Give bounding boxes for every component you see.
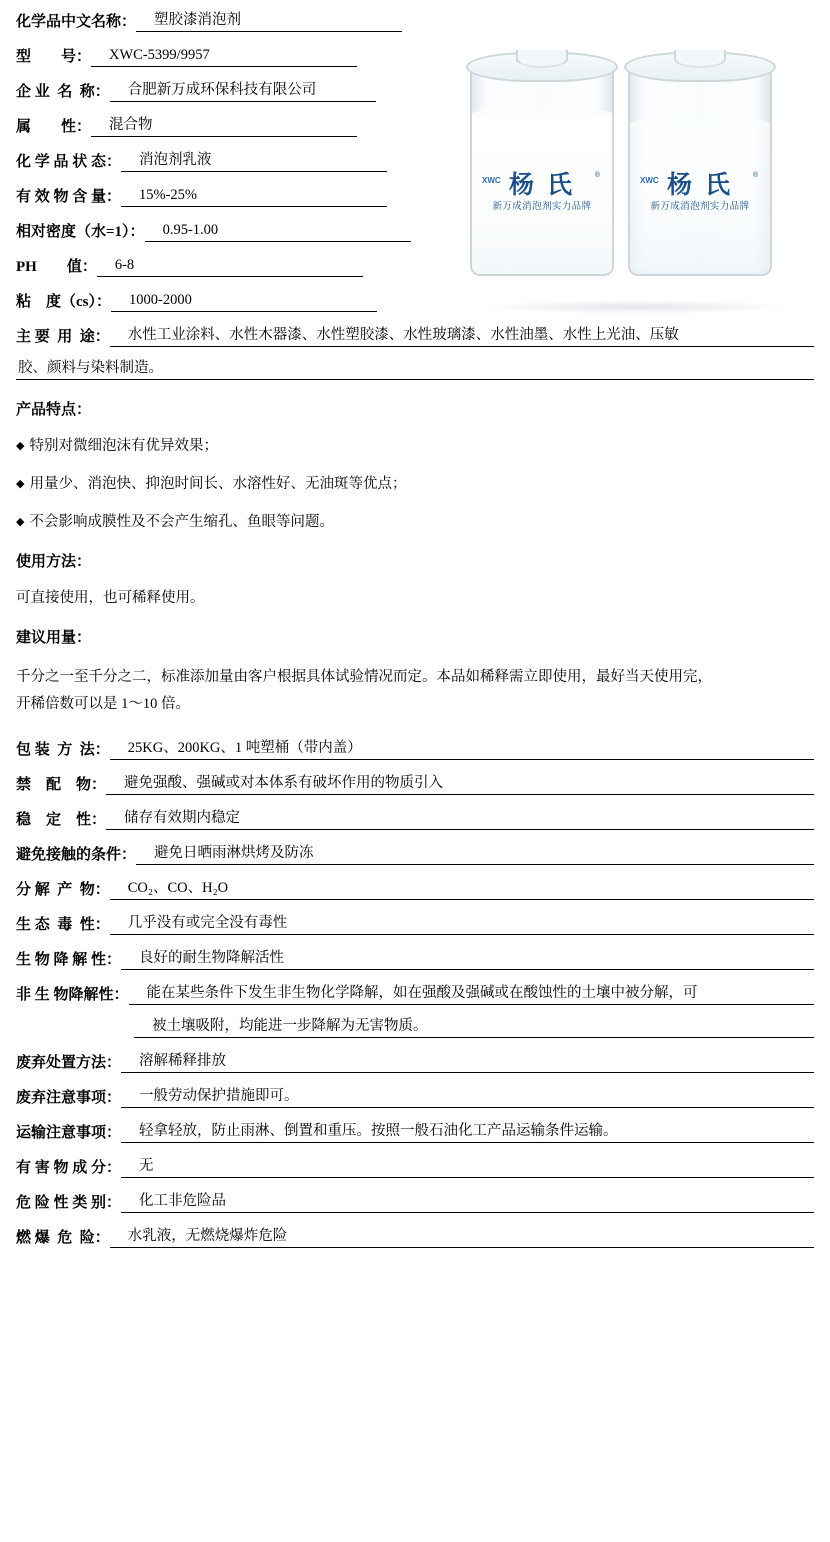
safety-row-disposal-notes	[16, 1086, 814, 1108]
safety-label: 废弃处置方法：	[16, 1055, 122, 1071]
spec-label: 主 要 用 途：	[16, 329, 110, 345]
spec-label: 有 效 物 含 量：	[16, 189, 122, 205]
safety-row-nonbio-line1	[16, 983, 814, 1005]
safety-label: 燃 爆 危 险：	[16, 1230, 110, 1246]
spec-row-active-content	[16, 185, 446, 207]
diamond-bullet-icon: ◆	[16, 440, 25, 452]
spec-row-company	[16, 80, 446, 102]
xwc-mark: XWC	[640, 176, 659, 185]
safety-row-ecotoxicity	[16, 913, 814, 935]
diamond-bullet-icon: ◆	[16, 478, 25, 490]
safety-value: 避免强酸、强碱或对本体系有破坏作用的物质引入	[106, 773, 814, 795]
spec-row-density	[16, 220, 446, 242]
spec-value: 1000-2000	[111, 290, 377, 312]
brand-name: 杨 氏	[509, 171, 575, 199]
safety-label: 生 态 毒 性：	[16, 917, 110, 933]
spec-value: 15%-25%	[121, 185, 387, 207]
safety-label: 避免接触的条件：	[16, 847, 137, 863]
safety-value: 25KG、200KG、1 吨塑桶（带内盖）	[110, 738, 814, 760]
safety-value: 溶解稀释排放	[121, 1051, 814, 1073]
spec-row-main-usage	[16, 325, 814, 380]
spec-row-model	[16, 45, 446, 67]
spec-label: 相对密度（水=1）：	[16, 224, 145, 240]
feature-text: 用量少、消泡快、抑泡时间长、水溶性好、无油斑等优点；	[29, 476, 407, 492]
dosage-title: 建议用量：	[16, 630, 92, 646]
spec-label: PH 值：	[16, 259, 97, 275]
spec-value: 0.95-1.00	[145, 220, 411, 242]
xwc-mark: XWC	[482, 176, 501, 185]
spec-row-property	[16, 115, 446, 137]
safety-row-nonbiodegradability	[16, 983, 814, 1038]
safety-value: 几乎没有或完全没有毒性	[110, 913, 814, 935]
method-title: 使用方法：	[16, 554, 92, 570]
safety-row-transport-notes	[16, 1121, 814, 1143]
spec-label: 型 号：	[16, 49, 92, 65]
diamond-bullet-icon: ◆	[16, 516, 25, 528]
spec-label: 粘 度（cs）：	[16, 294, 111, 310]
spec-value: XWC-5399/9957	[91, 45, 357, 67]
safety-value: 一般劳动保护措施即可。	[121, 1086, 814, 1108]
safety-value: 储存有效期内稳定	[106, 808, 814, 830]
safety-row-avoid-conditions	[16, 843, 814, 865]
safety-label: 包 装 方 法：	[16, 742, 110, 758]
safety-row-biodegradability	[16, 948, 814, 970]
spec-label: 化学品中文名称：	[16, 14, 137, 30]
safety-label: 分 解 产 物：	[16, 882, 110, 898]
spec-value-continued: 胶、颜料与染料制造。	[16, 358, 814, 380]
spec-row-ph	[16, 255, 446, 277]
dosage-text	[16, 664, 814, 718]
safety-label: 危 险 性 类 别：	[16, 1195, 122, 1211]
safety-label: 稳 定 性：	[16, 812, 107, 828]
spec-value: 塑胶漆消泡剂	[136, 10, 402, 32]
safety-label: 非 生 物降解性：	[16, 987, 129, 1003]
dosage-line1: 千分之一至千分之二，标准添加量由客户根据具体试验情况而定。本品如稀释需立即使用，最好当天使用完，	[16, 669, 712, 685]
safety-row-disposal-method	[16, 1051, 814, 1073]
safety-value: 良好的耐生物降解活性	[121, 948, 814, 970]
spec-row-viscosity	[16, 290, 446, 312]
safety-value: 化工非危险品	[121, 1191, 814, 1213]
spec-value: 消泡剂乳液	[121, 150, 387, 172]
spec-label: 企 业 名 称：	[16, 84, 110, 100]
safety-row-stability	[16, 808, 814, 830]
dosage-line2: 开稀倍数可以是 1～10 倍。	[16, 696, 190, 712]
safety-value: 水乳液，无燃烧爆炸危险	[110, 1226, 814, 1248]
safety-value: CO₂、CO、H₂O	[110, 878, 814, 900]
safety-label: 运输注意事项：	[16, 1125, 122, 1141]
spec-row-main-usage-line1	[16, 325, 814, 347]
brand-slogan: 新万成消泡剂实力品牌	[650, 201, 750, 212]
safety-value: 无	[121, 1156, 814, 1178]
safety-label: 废弃注意事项：	[16, 1090, 122, 1106]
safety-row-packing	[16, 738, 814, 760]
feature-text: 特别对微细泡沫有优异效果；	[29, 438, 218, 454]
registered-mark: ®	[594, 172, 600, 179]
safety-value: 避免日晒雨淋烘烤及防冻	[136, 843, 814, 865]
product-spec-block	[16, 10, 446, 312]
spec-label: 属 性：	[16, 119, 92, 135]
spec-value: 水性工业涂料、水性木器漆、水性塑胶漆、水性玻璃漆、水性油墨、水性上光油、压敏	[110, 325, 814, 347]
feature-item	[16, 474, 814, 494]
safety-row-incompatible	[16, 773, 814, 795]
spec-row-state	[16, 150, 446, 172]
safety-value-continued: 被土壤吸附，均能进一步降解为无害物质。	[134, 1016, 814, 1038]
feature-text: 不会影响成膜性及不会产生缩孔、鱼眼等问题。	[29, 514, 334, 530]
brand-slogan: 新万成消泡剂实力品牌	[492, 201, 592, 212]
spec-label: 化 学 品 状 态：	[16, 154, 122, 170]
safety-row-flammability	[16, 1226, 814, 1248]
spec-value: 合肥新万成环保科技有限公司	[110, 80, 376, 102]
spec-value: 混合物	[91, 115, 357, 137]
features-title: 产品特点：	[16, 402, 92, 418]
safety-row-hazard-class	[16, 1191, 814, 1213]
safety-label: 生 物 降 解 性：	[16, 952, 122, 968]
spec-row-chinese-name	[16, 10, 446, 32]
safety-row-decomposition	[16, 878, 814, 900]
safety-label: 有 害 物 成 分：	[16, 1160, 122, 1176]
spec-value: 6-8	[97, 255, 363, 277]
feature-item	[16, 512, 814, 532]
method-text: 可直接使用，也可稀释使用。	[16, 590, 205, 606]
safety-value: 轻拿轻放，防止雨淋、倒置和重压。按照一般石油化工产品运输条件运输。	[121, 1121, 814, 1143]
safety-row-hazardous-components	[16, 1156, 814, 1178]
brand-name: 杨 氏	[667, 171, 733, 199]
safety-label: 禁 配 物：	[16, 777, 107, 793]
feature-item	[16, 436, 814, 456]
safety-value: 能在某些条件下发生非生物化学降解，如在强酸及强碱或在酸蚀性的土壤中被分解，可	[129, 983, 814, 1005]
registered-mark: ®	[752, 172, 758, 179]
